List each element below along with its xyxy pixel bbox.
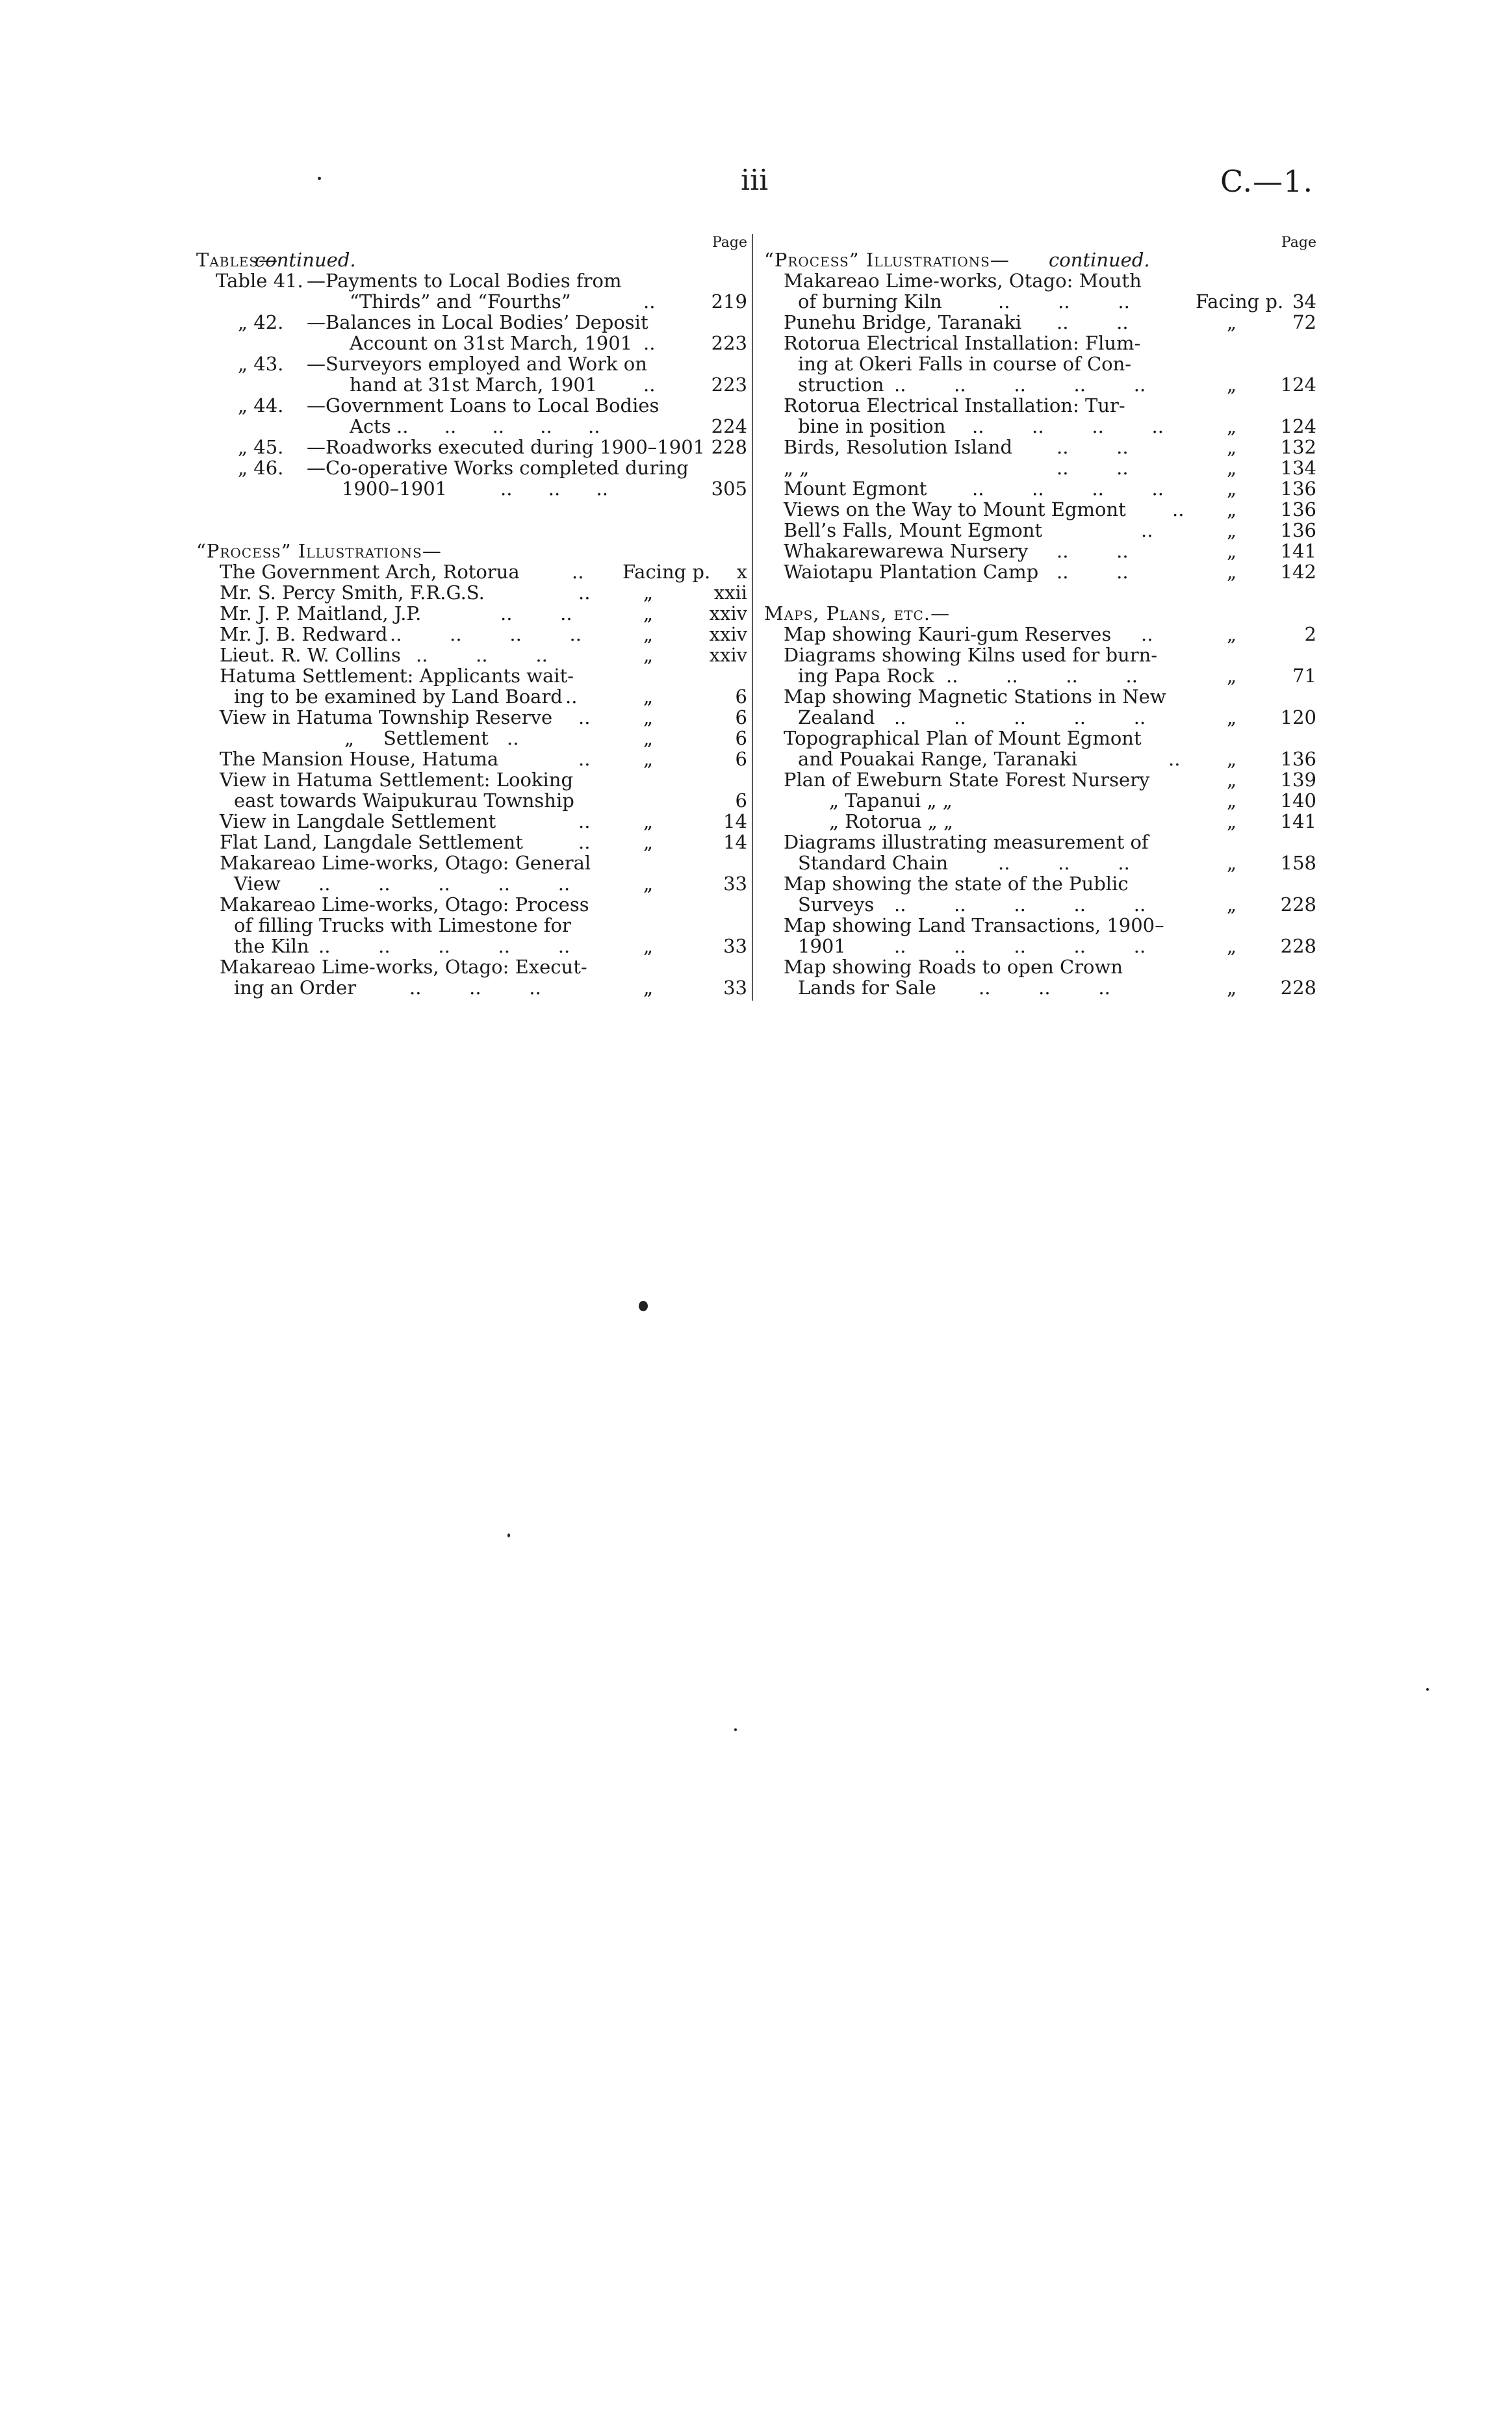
page-ref: 71 [1292, 665, 1316, 687]
page-ref: 136 [1280, 748, 1316, 770]
page-ref: 223 [711, 374, 747, 396]
page-column-label: Page [1281, 235, 1316, 251]
tables-heading-continued: continued. [255, 249, 356, 271]
map-entry: Map showing Magnetic Stations in New [784, 686, 1166, 708]
page-ref: xxiv [709, 602, 747, 624]
illustration-entry: Mr. J. B. Redward [220, 623, 388, 645]
page-ref: 219 [711, 290, 747, 313]
print-speck [318, 177, 321, 180]
page-ref: 33 [723, 873, 747, 895]
page-ref: 6 [735, 706, 747, 728]
illustration-entry: Whakarewarewa Nursery [784, 540, 1029, 562]
page-number: iii [741, 164, 769, 197]
map-entry: „ Tapanui „ „ [829, 789, 953, 812]
page-ref: 2 [1304, 623, 1316, 645]
table-entry: —Government Loans to Local Bodies [307, 394, 660, 417]
illustration-entry: View in Hatuma Township Reserve [220, 706, 553, 728]
print-speck [1426, 1688, 1429, 1691]
map-entry: Plan of Eweburn State Forest Nursery [784, 769, 1150, 791]
page-ref: 124 [1280, 374, 1316, 396]
illustration-entry: „ „ [784, 457, 810, 479]
page-ref: 223 [711, 332, 747, 354]
page-ref: 224 [711, 415, 747, 437]
table-entry: —Co-operative Works completed during [307, 457, 689, 479]
illustration-entry: Makareao Lime-works, Otago: Mouth [784, 270, 1142, 292]
page-ref: 228 [1280, 893, 1316, 916]
document-code: C.—1. [1220, 164, 1314, 199]
illustration-entry: Flat Land, Langdale Settlement [220, 831, 523, 853]
page-ref: 124 [1280, 415, 1316, 437]
map-entry: Map showing Roads to open Crown [784, 956, 1123, 978]
page-ref: 33 [723, 935, 747, 957]
illustration-entry: Lieut. R. W. Collins [220, 644, 401, 666]
page-ref: 120 [1280, 706, 1316, 728]
table-entry: —Roadworks executed during 1900–1901 [307, 436, 706, 458]
print-speck [639, 1301, 648, 1311]
page-ref: 14 [723, 831, 747, 853]
maps-plans-heading: Maps, Plans, etc.— [764, 602, 951, 624]
page-ref: 6 [735, 789, 747, 812]
page-ref: 136 [1280, 498, 1316, 520]
page-ref: 141 [1280, 810, 1316, 832]
page-ref: xxiv [709, 644, 747, 666]
process-illustrations-heading: “Process” Illustrations— [764, 249, 1010, 271]
page-ref: xxiv [709, 623, 747, 645]
map-entry: Diagrams showing Kilns used for burn- [784, 644, 1158, 666]
illustration-entry: View in Langdale Settlement [220, 810, 496, 832]
illustration-entry: Makareao Lime-works, Otago: Execut- [220, 956, 587, 978]
map-entry: Diagrams illustrating measurement of [784, 831, 1149, 853]
illustration-entry: Mr. S. Percy Smith, F.R.G.S. [220, 582, 485, 604]
tables-heading: Tables— [196, 249, 279, 271]
page-ref: 14 [723, 810, 747, 832]
page-ref: 6 [735, 686, 747, 708]
process-heading-continued: continued. [1049, 249, 1150, 271]
illustration-entry: The Government Arch, Rotorua [220, 561, 520, 583]
illustration-entry: Settlement [383, 727, 489, 749]
process-illustrations-heading: “Process” Illustrations— [196, 540, 442, 562]
page-ref: 140 [1280, 789, 1316, 812]
page-ref: 142 [1280, 561, 1316, 583]
illustration-entry: Waiotapu Plantation Camp [784, 561, 1039, 583]
left-column: Page Tables— continued. Table 41. —Payments to Local Bodies from “Thirds” and “Fourths” .. 219 „ 42. —Balances in Local Bodies’ Deposit Account on 31st March, 1901 .. 223 „ 43. —Surveyors employed and Work on hand at 31st March, 1901 .. 223 „ 44. —Government Loans to Local Bodies Acts .. .. .. .. .. 224 „ 45. —Roadworks executed during 1900–1901 228 „ 46. —Co-operative Works completed during 1900–1901 .. .. .. 305 “Process” Illustrations— The Government Arch, Rotorua .. Facing p. x Mr. S. Percy Smith, F.R.G.S. .. „ xxii Mr. J. P. Maitland, J.P. .. .. „ xxiv Mr. J. B. Redward .. .. .. .. „ xxiv Lieut. R. W. Collins .. .. .. „ xxiv Hatuma Settlement: Applicants wait- ing to be examined by Land Board .. „ 6 View in Hatuma Township Reserve .. „ 6 „ Settlement .. „ 6 The Mansion House, Hatuma .. „ 6 View in Hatuma Settlement: Looking east towards Waipukurau Township 6 View in Langdale Settlement .. „ 14 Flat Land, Langdale Settlement .. „ 14 Makareao Lime-works, Otago: General View .. .. .. .. .. „ 33 Makareao Lime-works, Otago: Process of filling Trucks with Limestone for the Kiln .. .. .. .. .. „ 33 Makareao Lime-works, Otago: Execut- ing an Order .. .. .. „ 33 [188, 233, 747, 998]
illustration-entry: Bell’s Falls, Mount Egmont [784, 519, 1043, 541]
page-ref: x [736, 561, 747, 583]
map-entry: Topographical Plan of Mount Egmont [784, 727, 1142, 749]
page-ref: 134 [1280, 457, 1316, 479]
table-entry: —Surveyors employed and Work on [307, 353, 647, 375]
page-ref: 141 [1280, 540, 1316, 562]
illustration-entry: The Mansion House, Hatuma [220, 748, 499, 770]
page-ref: 136 [1280, 519, 1316, 541]
print-speck [507, 1533, 510, 1537]
page-ref: 228 [711, 436, 747, 458]
page-ref: 33 [723, 977, 747, 999]
page-ref: 6 [735, 727, 747, 749]
illustration-entry: Mr. J. P. Maitland, J.P. [220, 602, 422, 624]
illustration-entry: Views on the Way to Mount Egmont [784, 498, 1126, 520]
illustration-entry: Birds, Resolution Island [784, 436, 1013, 458]
right-column: Page “Process” Illustrations— continued. Makareao Lime-works, Otago: Mouth of burning Kiln .. .. .. Facing p. 34 Punehu Bridge, Taranaki .. .. „ 72 Rotorua Electrical Installation: Flum- ing at Okeri Falls in course of Con- struction .. .. .. .. .. „ 124 Rotorua Electrical Installation: Tur- bine in position .. .. .. .. „ 124 Birds, Resolution Island .. .. „ 132 „ „ .. .. „ 134 Mount Egmont .. .. .. .. „ 136 Views on the Way to Mount Egmont .. „ 136 Bell’s Falls, Mount Egmont .. „ 136 Whakarewarewa Nursery .. .. „ 141 Waiotapu Plantation Camp .. .. „ 142 Maps, Plans, etc.— Map showing Kauri-gum Reserves .. „ 2 Diagrams showing Kilns used for burn- ing Papa Rock .. .. .. .. „ 71 Map showing Magnetic Stations in New Zealand .. .. .. .. .. „ 120 Topographical Plan of Mount Egmont and Pouakai Range, Taranaki .. „ 136 Plan of Eweburn State Forest Nursery „ 139 „ Tapanui „ „ „ 140 „ Rotorua „ „ „ 141 Diagrams illustrating measurement of Standard Chain .. .. .. „ 158 Map showing the state of the Public Surveys .. .. .. .. .. „ 228 Map showing Land Transactions, 1900– 1901 .. .. .. .. .. „ 228 Map showing Roads to open Crown Lands for Sale .. .. .. „ 228 [764, 233, 1316, 998]
map-entry: Map showing Kauri-gum Reserves [784, 623, 1112, 645]
page-ref: 34 [1292, 290, 1316, 313]
illustration-entry: Rotorua Electrical Installation: Flum- [784, 332, 1141, 354]
illustration-entry: Makareao Lime-works, Otago: General [220, 852, 591, 874]
table-entry: —Balances in Local Bodies’ Deposit [307, 311, 648, 333]
table-entry: —Payments to Local Bodies from [307, 270, 622, 292]
illustration-entry: Mount Egmont [784, 478, 927, 500]
illustration-entry: Rotorua Electrical Installation: Tur- [784, 394, 1125, 417]
page-ref: 228 [1280, 935, 1316, 957]
illustration-entry: Punehu Bridge, Taranaki [784, 311, 1022, 333]
page-column-label: Page [711, 235, 747, 251]
page-ref: 139 [1280, 769, 1316, 791]
map-entry: „ Rotorua „ „ [829, 810, 953, 832]
page-ref: xxii [713, 582, 747, 604]
map-entry: Map showing the state of the Public [784, 873, 1129, 895]
page-ref: 136 [1280, 478, 1316, 500]
page-ref: 228 [1280, 977, 1316, 999]
column-divider [752, 234, 753, 1001]
page-ref: 132 [1280, 436, 1316, 458]
map-entry: Map showing Land Transactions, 1900– [784, 914, 1164, 936]
illustration-entry: Hatuma Settlement: Applicants wait- [220, 665, 574, 687]
page-ref: 305 [711, 478, 747, 500]
print-speck [734, 1728, 737, 1731]
page-ref: 6 [735, 748, 747, 770]
illustration-entry: Makareao Lime-works, Otago: Process [220, 893, 589, 916]
page-ref: 158 [1280, 852, 1316, 874]
illustration-entry: View in Hatuma Settlement: Looking [220, 769, 574, 791]
page-ref: 72 [1292, 311, 1316, 333]
